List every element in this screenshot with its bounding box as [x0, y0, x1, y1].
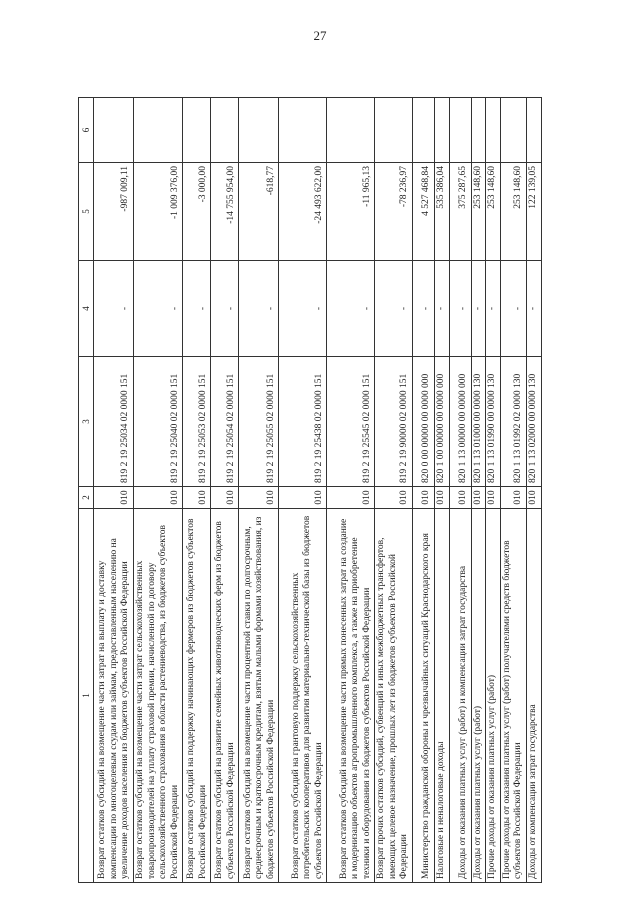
row-code-cell: 820 1 00 00000 00 0000 000 [435, 357, 450, 487]
row-name-cell: Доходы от компенсации затрат государства [526, 509, 541, 883]
row-admin-cell: 010 [211, 487, 239, 509]
row-fact-cell: 535 386,04 [435, 163, 450, 261]
row-fact-cell: -14 755 954,00 [211, 163, 239, 261]
row-name-cell: Налоговые и неналоговые доходы [435, 509, 450, 883]
row-name-cell: Возврат прочих остатков субсидий, субвенций и иных межбюджетных трансфертов, имеющих целевое назначение, прошлых лет из бюджетов субъектов Российской Федерации [375, 509, 413, 883]
row-fact-cell: -78 236,97 [375, 163, 413, 261]
row-fact-cell: -3 000,00 [183, 163, 211, 261]
row-name-cell: Возврат остатков субсидий на поддержку начинающих фермеров из бюджетов субъектов Российской Федерации [183, 509, 211, 883]
row-fact-cell: 253 148,60 [500, 163, 526, 261]
table-row [134, 98, 183, 883]
row-pct-cell [279, 98, 327, 163]
row-admin-cell: 010 [449, 487, 471, 509]
row-pct-cell [500, 98, 526, 163]
row-fact-cell: 375 287,65 [449, 163, 471, 261]
row-code-cell: 820 1 13 01990 00 0000 130 [486, 357, 501, 487]
table-row [413, 98, 435, 883]
table-row [486, 98, 501, 883]
row-admin-cell: 010 [94, 487, 134, 509]
row-admin-cell: 010 [526, 487, 541, 509]
row-name-cell: Возврат остатков субсидий на возмещение части процентной ставки по долгосрочным, среднесрочным и краткосрочным кредитам, взятым малыми формами хозяйствования, из бюджетов субъектов Российской Федерации [239, 509, 279, 883]
row-name-cell: Возврат остатков субсидий на развитие семейных животноводческих ферм из бюджетов субъектов Российской Федерации [211, 509, 239, 883]
row-pct-cell [486, 98, 501, 163]
row-fact-cell: 253 148,60 [486, 163, 501, 261]
column-header: 1 [79, 509, 94, 883]
row-pct-cell [327, 98, 375, 163]
row-code-cell: 819 2 19 25053 02 0000 151 [183, 357, 211, 487]
row-name-cell: Доходы от оказания платных услуг (работ) и компенсации затрат государства [449, 509, 471, 883]
row-pct-cell [375, 98, 413, 163]
row-plan-cell: - [471, 261, 486, 357]
row-plan-cell: - [134, 261, 183, 357]
table-row [435, 98, 450, 883]
column-header: 4 [79, 261, 94, 357]
row-code-cell: 820 1 13 01000 00 0000 130 [471, 357, 486, 487]
row-plan-cell: - [435, 261, 450, 357]
row-code-cell: 820 1 13 02000 00 0000 130 [526, 357, 541, 487]
row-plan-cell: - [94, 261, 134, 357]
row-plan-cell: - [211, 261, 239, 357]
row-fact-cell: -11 965,13 [327, 163, 375, 261]
table-row [239, 98, 279, 883]
row-admin-cell: 010 [471, 487, 486, 509]
table-row [526, 98, 541, 883]
row-admin-cell: 010 [239, 487, 279, 509]
row-name-cell: Прочие доходы от оказания платных услуг (работ) получателями средств бюджетов субъектов Российской Федерации [500, 509, 526, 883]
row-name-cell: Возврат остатков субсидий на грантовую поддержку сельскохозяйственных потребительских кооперативов для развития материально-технической базы из бюджетов субъектов Российской Федерации [279, 509, 327, 883]
row-fact-cell: 122 139,05 [526, 163, 541, 261]
row-fact-cell: -618,77 [239, 163, 279, 261]
row-name-cell: Прочие доходы от оказания платных услуг (работ) [486, 509, 501, 883]
row-pct-cell [94, 98, 134, 163]
row-plan-cell: - [375, 261, 413, 357]
row-name-cell: Возврат остатков субсидий на возмещение части затрат на выплату и доставку компенсации по многоцелевым ссудам или займам, предоставленным населению на увеличение доходов населения из бюджетов субъектов Российской Федерации [94, 509, 134, 883]
row-pct-cell [239, 98, 279, 163]
row-plan-cell: - [239, 261, 279, 357]
row-admin-cell: 010 [279, 487, 327, 509]
column-header: 5 [79, 163, 94, 261]
row-plan-cell: - [449, 261, 471, 357]
row-code-cell: 819 2 19 25055 02 0000 151 [239, 357, 279, 487]
row-code-cell: 819 2 19 25040 02 0000 151 [134, 357, 183, 487]
table-row [500, 98, 526, 883]
row-fact-cell: -987 009,11 [94, 163, 134, 261]
column-header: 2 [79, 487, 94, 509]
row-plan-cell: - [279, 261, 327, 357]
column-header: 3 [79, 357, 94, 487]
row-plan-cell: - [526, 261, 541, 357]
row-admin-cell: 010 [500, 487, 526, 509]
table-row [375, 98, 413, 883]
row-name-cell: Возврат остатков субсидий на возмещение части затрат сельскохозяйственных товаропроизводителей на уплату страховой премии, начисленной по договору сельскохозяйственного страхования в области растениеводства, из бюджетов субъектов Российской Федерации [134, 509, 183, 883]
row-admin-cell: 010 [134, 487, 183, 509]
row-pct-cell [435, 98, 450, 163]
row-code-cell: 820 0 00 00000 00 0000 000 [413, 357, 435, 487]
row-fact-cell: 253 148,60 [471, 163, 486, 261]
row-admin-cell: 010 [327, 487, 375, 509]
revenue-table [78, 97, 542, 883]
table-row [449, 98, 471, 883]
table-row [471, 98, 486, 883]
row-name-cell: Возврат остатков субсидий на возмещение части прямых понесенных затрат на создание и модернизацию объектов агропромышленного комплекса, а также на приобретение техники и оборудования из бюджетов субъектов Российской Федерации [327, 509, 375, 883]
row-admin-cell: 010 [413, 487, 435, 509]
row-admin-cell: 010 [486, 487, 501, 509]
table-body [94, 98, 542, 883]
table-row [211, 98, 239, 883]
row-code-cell: 819 2 19 25545 02 0000 151 [327, 357, 375, 487]
table-row [327, 98, 375, 883]
row-pct-cell [471, 98, 486, 163]
row-code-cell: 820 1 13 00000 00 0000 000 [449, 357, 471, 487]
page-number: 27 [313, 28, 327, 43]
row-fact-cell: 4 527 468,84 [413, 163, 435, 261]
table-header-row [79, 98, 94, 883]
row-code-cell: 819 2 19 25034 02 0000 151 [94, 357, 134, 487]
row-plan-cell: - [183, 261, 211, 357]
row-name-cell: Министерство гражданской обороны и чрезвычайных ситуаций Краснодарского края [413, 509, 435, 883]
row-plan-cell: - [486, 261, 501, 357]
rotated-table-container [78, 98, 538, 883]
row-name-cell: Доходы от оказания платных услуг (работ) [471, 509, 486, 883]
row-code-cell: 819 2 19 25054 02 0000 151 [211, 357, 239, 487]
row-code-cell: 819 2 19 90000 02 0000 151 [375, 357, 413, 487]
row-plan-cell: - [327, 261, 375, 357]
row-fact-cell: -24 493 622,00 [279, 163, 327, 261]
table-row [279, 98, 327, 883]
row-pct-cell [211, 98, 239, 163]
row-code-cell: 820 1 13 01992 02 0000 130 [500, 357, 526, 487]
column-header: 6 [79, 98, 94, 163]
row-fact-cell: -1 009 376,00 [134, 163, 183, 261]
row-pct-cell [449, 98, 471, 163]
row-admin-cell: 010 [183, 487, 211, 509]
row-plan-cell: - [500, 261, 526, 357]
row-pct-cell [413, 98, 435, 163]
row-code-cell: 819 2 19 25438 02 0000 151 [279, 357, 327, 487]
row-pct-cell [526, 98, 541, 163]
row-pct-cell [134, 98, 183, 163]
row-admin-cell: 010 [435, 487, 450, 509]
table-row [183, 98, 211, 883]
table-row [94, 98, 134, 883]
row-pct-cell [183, 98, 211, 163]
row-admin-cell: 010 [375, 487, 413, 509]
row-plan-cell: - [413, 261, 435, 357]
